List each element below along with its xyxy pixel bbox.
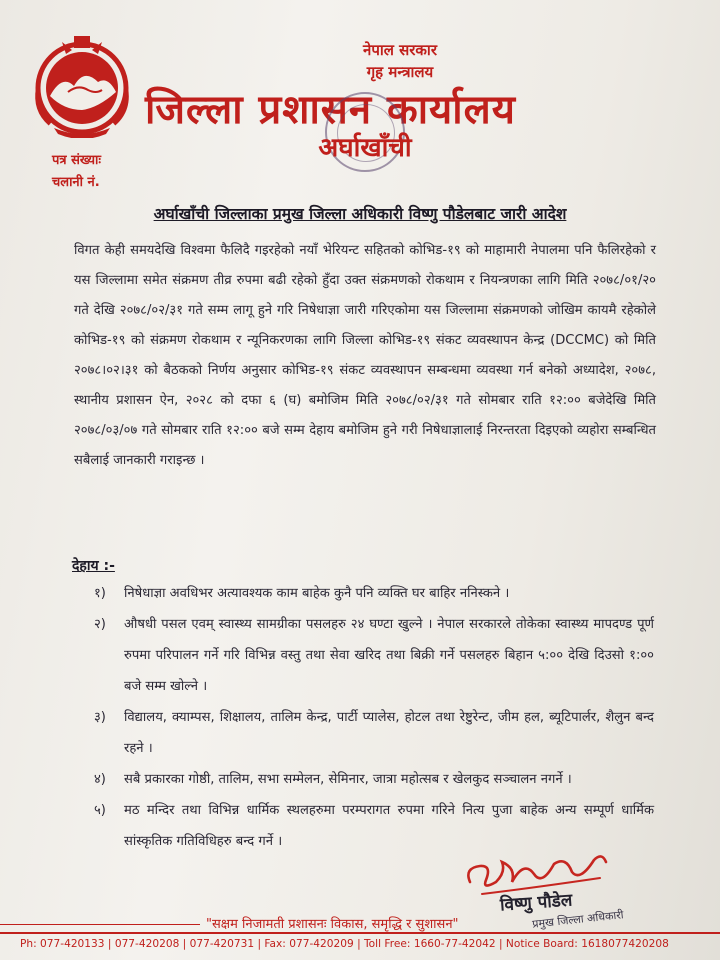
conditions-list — [94, 578, 654, 857]
list-item — [94, 764, 654, 795]
list-item — [94, 702, 654, 764]
footer-divider — [0, 932, 720, 934]
ministry-name: गृह मन्त्रालय — [366, 63, 434, 81]
list-item-number: ५) — [94, 803, 106, 818]
list-item-number: ४) — [94, 772, 106, 787]
contact-details: Ph: 077-420133 | 077-420208 | 077-420731 | Fax: 077-420209 | Toll Free: 1660-77-42042 | Notice Board: 1618077420208 — [20, 938, 669, 950]
footer-divider — [0, 924, 200, 925]
list-item-text: निषेधाज्ञा अवधिभर अत्यावश्यक काम बाहेक कुनै पनि व्यक्ति घर बाहिर ननिस्कने । — [124, 586, 510, 601]
list-item-text: सबै प्रकारका गोष्ठी, तालिम, सभा सम्मेलन, सेमिनार, जात्रा महोत्सब र खेलकुद सञ्चालन नगर्ने । — [124, 772, 572, 787]
list-item-text: औषधी पसल एवम् स्वास्थ्य सामग्रीका पसलहरु २४ घण्टा खुल्ने । नेपाल सरकारले तोकेका स्वास्थ्य मापदण्ड पूर्ण रुपमा परिपालन गर्ने गरि विभिन्न वस्तु तथा सेवा खरिद तथा बिक्री गर्ने पसलहरु बिहान ५:०० देखि दिउसो १:०० बजे सम्म खोल्ने । — [124, 617, 654, 694]
signatory-title: प्रमुख जिल्ला अधिकारी — [531, 908, 625, 931]
government-name: नेपाल सरकार — [363, 41, 437, 59]
letter-number-label: पत्र संख्याः — [52, 153, 102, 168]
list-item-text: विद्यालय, क्याम्पस, शिक्षालय, तालिम केन्द्र, पार्टी प्यालेस, होटल तथा रेष्टुरेन्ट, जीम हल, ब्यूटिपार्लर, शैलुन बन्द रहने । — [124, 710, 654, 756]
list-item-number: ३) — [94, 710, 106, 725]
list-item-number: २) — [94, 617, 106, 632]
office-motto: "सक्षम निजामती प्रशासनः विकास, समृद्धि र सुशासन" — [206, 917, 459, 932]
signatory-name: विष्णु पौडेल — [499, 890, 573, 916]
district-name: अर्घाखाँची — [318, 133, 412, 163]
office-title: जिल्ला प्रशासन कार्यालय — [145, 87, 516, 133]
order-heading: अर्घाखाँची जिल्लाका प्रमुख जिल्ला अधिकारी विष्णु पौडेलबाट जारी आदेश — [153, 205, 567, 223]
list-item — [94, 578, 654, 609]
conditions-label: देहाय :- — [72, 558, 115, 574]
list-item-text: मठ मन्दिर तथा विभिन्न धार्मिक स्थलहरुमा परम्परागत रुपमा गरिने नित्य पुजा बाहेक अन्य सम्पूर्ण धार्मिक सांस्कृतिक गतिविधिहरु बन्द गर्ने । — [124, 803, 654, 849]
order-body: विगत केही समयदेखि विश्वमा फैलिदै गइरहेको नयाँ भेरियन्ट सहितको कोभिड-१९ को माहामारी नेपालमा पनि फैलिरहेको र यस जिल्लामा समेत संक्रमण तीव्र रुपमा बढी रहेको हुँदा उक्त संक्रमणको रोकथाम र नियन्त्रणका लागि मिति २०७८/०१/२० गते देखि २०७८/०२/३१ गते सम्म लागू हुने गरि निषेधाज्ञा जारी गरिएकोमा यस जिल्लामा संक्रमणको जोखिम कायमै रहेकोले कोभिड-१९ को संक्रमण रोकथाम र न्यूनिकरणका लागि जिल्ला कोभिड-१९ संकट व्यवस्थापन केन्द्र (DCCMC) को मिति २०७८।०२।३१ को बैठकको निर्णय अनुसार कोभिड-१९ संकट व्यवस्थापन सम्बन्धमा व्यवस्था गर्न बनेको अध्यादेश, २०७८, स्थानीय प्रशासन ऐन, २०२८ को दफा ६ (घ) बमोजिम मिति २०७८/०२/३१ गते सोमबार राति १२:०० बजेदेखि मिति २०७८/०३/०७ गते सोमबार राति १२:०० बजे सम्म देहाय बमोजिम हुने गरी निषेधाज्ञालाई निरन्तरता दिइएको व्यहोरा सम्बन्धित सबैलाई जानकारी गराइन्छ । — [74, 243, 656, 468]
dispatch-number-label: चलानी नं. — [52, 175, 100, 190]
list-item — [94, 609, 654, 702]
nepal-emblem-icon — [28, 30, 136, 138]
list-item-number: १) — [94, 586, 106, 601]
